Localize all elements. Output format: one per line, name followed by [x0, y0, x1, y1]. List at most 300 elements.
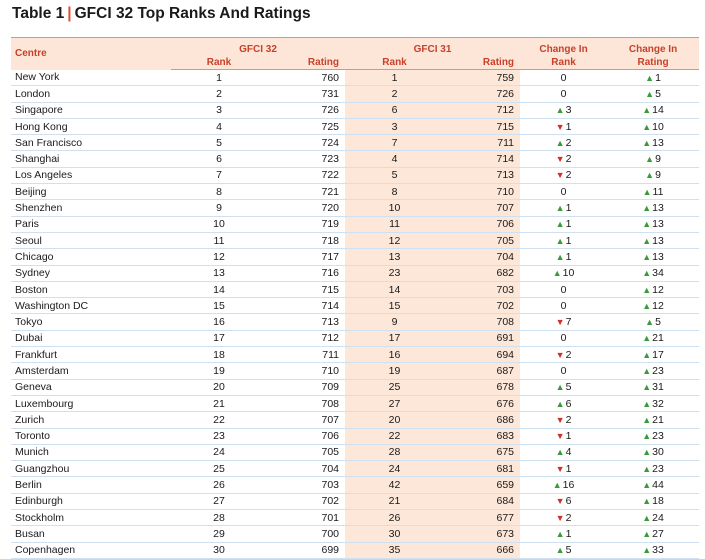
- cell-rank-31-value: 27: [388, 397, 401, 410]
- cell-rank-32: [171, 542, 267, 558]
- cell-rating-32: [267, 510, 345, 526]
- cell-change-rank: [520, 232, 607, 248]
- cell-change-rating: [607, 477, 699, 493]
- cell-rating-32-value: 708: [321, 397, 340, 410]
- cell-rank-32: [171, 216, 267, 232]
- cell-change-rank-value: 2: [565, 511, 572, 524]
- table-title-text: GFCI 32 Top Ranks And Ratings: [74, 5, 311, 22]
- table-row: [11, 314, 699, 330]
- cell-rank-31: [345, 493, 444, 509]
- cell-rating-32-value: 719: [321, 218, 340, 231]
- cell-change-rating-value: 13: [652, 218, 664, 231]
- cell-rating-32: [267, 232, 345, 248]
- cell-rank-32-value: 26: [213, 479, 225, 492]
- cell-rank-32-value: 7: [216, 169, 222, 182]
- table-row: [11, 151, 699, 167]
- cell-rank-31-value: 2: [391, 87, 398, 100]
- cell-centre-value: San Francisco: [15, 136, 83, 149]
- cell-rank-31-value: 11: [389, 218, 400, 231]
- table-row: [11, 118, 699, 134]
- cell-change-rank: [520, 200, 607, 216]
- cell-rating-32: [267, 265, 345, 281]
- cell-change-rating-value: 1: [655, 71, 661, 84]
- cell-change-rating: [607, 379, 699, 395]
- cell-change-rating: [607, 281, 699, 297]
- cell-change-rating: [607, 265, 699, 281]
- cell-change-rating: [607, 86, 699, 102]
- cell-centre: [11, 330, 171, 346]
- cell-change-rating-value: 18: [652, 495, 664, 508]
- cell-rank-31: [345, 542, 444, 558]
- cell-rating-32-value: 701: [321, 511, 340, 524]
- cell-change-rank-value: 0: [560, 299, 567, 312]
- triangle-down-icon: ▼: [555, 154, 565, 165]
- cell-centre-value: Toronto: [15, 430, 51, 443]
- cell-rating-32: [267, 86, 345, 102]
- cell-rating-31-value: 659: [496, 479, 515, 492]
- table-row: [11, 70, 699, 86]
- cell-rank-32-value: 13: [213, 267, 225, 280]
- cell-change-rank: [520, 347, 607, 363]
- cell-change-rating-value: 23: [652, 462, 664, 475]
- cell-change-rank: [520, 151, 607, 167]
- cell-rating-31: [444, 314, 520, 330]
- cell-rank-31: [345, 477, 444, 493]
- cell-rating-32: [267, 428, 345, 444]
- cell-change-rank-value: 1: [565, 430, 572, 443]
- cell-rating-31-value: 759: [496, 71, 515, 84]
- cell-rating-32-value: 760: [321, 71, 340, 84]
- cell-rating-31-value: 684: [496, 495, 515, 508]
- cell-change-rank-value: 0: [560, 283, 567, 296]
- cell-centre-value: Frankfurt: [15, 348, 58, 361]
- cell-rating-31-value: 675: [496, 446, 515, 459]
- cell-rating-31: [444, 379, 520, 395]
- cell-rank-31: [345, 347, 444, 363]
- cell-rank-32-value: 3: [216, 104, 222, 117]
- cell-change-rating: [607, 232, 699, 248]
- triangle-up-icon: ▲: [642, 333, 652, 344]
- cell-centre: [11, 542, 171, 558]
- cell-centre-value: New York: [15, 71, 60, 84]
- cell-change-rating-value: 9: [655, 169, 661, 182]
- cell-rank-31: [345, 86, 444, 102]
- cell-rating-31: [444, 281, 520, 297]
- cell-centre: [11, 298, 171, 314]
- table-row: [11, 461, 699, 477]
- cell-centre: [11, 151, 171, 167]
- cell-rating-32-value: 713: [321, 316, 340, 329]
- cell-rank-31-value: 9: [391, 316, 398, 329]
- cell-rating-32-value: 715: [321, 283, 340, 296]
- cell-rank-31-value: 17: [388, 332, 401, 345]
- cell-change-rank: [520, 298, 607, 314]
- cell-rating-32: [267, 493, 345, 509]
- cell-rank-32: [171, 232, 267, 248]
- cell-rank-32-value: 15: [213, 299, 225, 312]
- header-rank-32: Rank: [171, 55, 267, 70]
- cell-centre-value: Chicago: [15, 250, 54, 263]
- cell-centre-value: Singapore: [15, 104, 63, 117]
- cell-centre: [11, 510, 171, 526]
- triangle-down-icon: ▼: [555, 317, 565, 328]
- header-centre: Centre: [11, 38, 171, 70]
- table-row: [11, 444, 699, 460]
- cell-rank-32-value: 14: [213, 283, 225, 296]
- cell-change-rating-value: 24: [652, 511, 664, 524]
- triangle-up-icon: ▲: [555, 545, 565, 556]
- triangle-down-icon: ▼: [555, 414, 565, 425]
- cell-rating-31-value: 704: [496, 250, 515, 263]
- cell-rank-31-value: 16: [388, 348, 401, 361]
- triangle-up-icon: ▲: [642, 235, 652, 246]
- cell-rating-31: [444, 135, 520, 151]
- cell-rank-32-value: 21: [213, 397, 225, 410]
- cell-rating-32: [267, 526, 345, 542]
- cell-centre: [11, 526, 171, 542]
- cell-change-rating-value: 5: [655, 87, 661, 100]
- rankings-table: [11, 37, 699, 559]
- cell-change-rank: [520, 330, 607, 346]
- cell-rank-31-value: 21: [388, 495, 401, 508]
- cell-change-rank-value: 2: [565, 136, 572, 149]
- cell-centre-value: Geneva: [15, 381, 52, 394]
- cell-rank-32: [171, 265, 267, 281]
- cell-rating-32: [267, 477, 345, 493]
- cell-centre: [11, 412, 171, 428]
- cell-rank-32: [171, 347, 267, 363]
- cell-change-rank: [520, 444, 607, 460]
- cell-rating-32-value: 731: [321, 87, 340, 100]
- triangle-up-icon: ▲: [555, 235, 565, 246]
- cell-centre-value: Boston: [15, 283, 48, 296]
- cell-rating-31: [444, 118, 520, 134]
- cell-rank-31-value: 24: [388, 462, 401, 475]
- cell-change-rating-value: 13: [652, 234, 664, 247]
- cell-rank-32-value: 29: [213, 527, 225, 540]
- cell-rank-31-value: 19: [388, 364, 401, 377]
- cell-rank-31-value: 6: [391, 104, 398, 117]
- triangle-up-icon: ▲: [642, 105, 652, 116]
- cell-centre-value: Stockholm: [15, 511, 65, 524]
- cell-change-rank-value: 0: [560, 364, 567, 377]
- cell-change-rating: [607, 347, 699, 363]
- triangle-up-icon: ▲: [555, 382, 565, 393]
- cell-rating-31: [444, 102, 520, 118]
- cell-centre: [11, 86, 171, 102]
- cell-rank-31-value: 35: [388, 544, 401, 557]
- cell-rank-32-value: 5: [216, 136, 222, 149]
- cell-rating-31: [444, 363, 520, 379]
- cell-change-rank-value: 1: [565, 462, 572, 475]
- header-row-top: [11, 38, 699, 56]
- cell-change-rank-value: 1: [565, 527, 572, 540]
- cell-rating-31-value: 706: [496, 218, 515, 231]
- cell-centre: [11, 347, 171, 363]
- table-row: [11, 542, 699, 558]
- triangle-up-icon: ▲: [645, 317, 655, 328]
- cell-rating-32: [267, 379, 345, 395]
- cell-rating-32: [267, 281, 345, 297]
- header-rank-31: Rank: [345, 55, 444, 70]
- cell-rating-31: [444, 70, 520, 86]
- cell-rank-32: [171, 444, 267, 460]
- cell-rank-32-value: 27: [213, 495, 225, 508]
- cell-rank-31: [345, 167, 444, 183]
- cell-rating-31: [444, 526, 520, 542]
- cell-rank-32-value: 12: [213, 250, 225, 263]
- cell-rank-32-value: 17: [213, 332, 225, 345]
- cell-centre-value: Dubai: [15, 332, 43, 345]
- cell-rating-31-value: 683: [496, 430, 515, 443]
- cell-change-rating: [607, 151, 699, 167]
- triangle-up-icon: ▲: [555, 528, 565, 539]
- cell-rank-31: [345, 135, 444, 151]
- cell-rating-31-value: 694: [496, 348, 515, 361]
- cell-rank-32: [171, 379, 267, 395]
- cell-rating-32-value: 725: [321, 120, 340, 133]
- cell-rating-31-value: 711: [497, 136, 515, 149]
- cell-change-rank: [520, 493, 607, 509]
- cell-rank-31-value: 14: [388, 283, 401, 296]
- cell-rating-32-value: 720: [321, 202, 340, 215]
- cell-centre: [11, 167, 171, 183]
- cell-rating-32-value: 709: [321, 381, 340, 394]
- cell-rating-31-value: 710: [496, 185, 515, 198]
- cell-centre: [11, 135, 171, 151]
- cell-rank-32-value: 8: [216, 185, 222, 198]
- table-row: [11, 249, 699, 265]
- cell-rank-32-value: 28: [213, 511, 225, 524]
- triangle-up-icon: ▲: [642, 121, 652, 132]
- cell-rank-31: [345, 526, 444, 542]
- cell-rating-31: [444, 347, 520, 363]
- triangle-up-icon: ▲: [555, 137, 565, 148]
- cell-change-rank-value: 2: [565, 348, 572, 361]
- cell-rank-32-value: 19: [213, 364, 225, 377]
- cell-rank-32-value: 24: [213, 446, 225, 459]
- cell-change-rating-value: 5: [655, 316, 661, 329]
- cell-change-rank: [520, 461, 607, 477]
- cell-rank-32-value: 6: [216, 153, 222, 166]
- cell-change-rank-value: 2: [565, 413, 572, 426]
- cell-rating-31: [444, 167, 520, 183]
- cell-rating-31-value: 673: [496, 527, 515, 540]
- triangle-down-icon: ▼: [555, 170, 565, 181]
- cell-rank-31: [345, 249, 444, 265]
- header-change-rating: Rating: [607, 55, 699, 70]
- cell-change-rating-value: 10: [652, 120, 664, 133]
- table-row: [11, 510, 699, 526]
- cell-change-rank-value: 3: [565, 104, 572, 117]
- table-row: [11, 493, 699, 509]
- cell-rank-31-value: 4: [391, 153, 398, 166]
- cell-change-rating: [607, 200, 699, 216]
- cell-rank-32-value: 9: [216, 202, 222, 215]
- header-rating-32: Rating: [267, 55, 345, 70]
- cell-rating-32-value: 716: [321, 267, 340, 280]
- cell-rank-32-value: 25: [213, 462, 225, 475]
- cell-rank-31: [345, 428, 444, 444]
- cell-centre: [11, 379, 171, 395]
- cell-rating-32-value: 702: [321, 495, 340, 508]
- cell-rank-32-value: 4: [216, 120, 222, 133]
- cell-change-rank-value: 1: [565, 202, 572, 215]
- cell-rating-31: [444, 200, 520, 216]
- cell-rank-31-value: 15: [388, 299, 401, 312]
- cell-rank-32-value: 2: [216, 87, 222, 100]
- cell-centre: [11, 232, 171, 248]
- cell-rating-32-value: 723: [321, 153, 340, 166]
- cell-centre-value: Amsterdam: [15, 364, 69, 377]
- cell-change-rank-value: 6: [565, 397, 572, 410]
- cell-change-rank-value: 0: [560, 87, 567, 100]
- cell-rating-31-value: 705: [496, 234, 515, 247]
- cell-rank-32: [171, 281, 267, 297]
- cell-change-rank-value: 1: [565, 120, 572, 133]
- cell-rank-31-value: 1: [391, 71, 398, 84]
- cell-rank-32: [171, 135, 267, 151]
- triangle-up-icon: ▲: [555, 251, 565, 262]
- cell-change-rank-value: 5: [565, 544, 572, 557]
- cell-change-rating-value: 32: [652, 397, 664, 410]
- cell-centre-value: Shenzhen: [15, 202, 63, 215]
- table-row: [11, 86, 699, 102]
- cell-rating-31: [444, 330, 520, 346]
- triangle-down-icon: ▼: [555, 349, 565, 360]
- cell-rating-32-value: 705: [321, 446, 340, 459]
- cell-change-rank: [520, 135, 607, 151]
- cell-rank-31: [345, 330, 444, 346]
- cell-change-rating-value: 12: [652, 299, 664, 312]
- cell-rank-31-value: 28: [388, 446, 401, 459]
- cell-change-rating-value: 21: [652, 413, 664, 426]
- cell-change-rating: [607, 330, 699, 346]
- cell-centre-value: Guangzhou: [15, 462, 70, 475]
- cell-rank-31-value: 25: [388, 381, 401, 394]
- cell-change-rating: [607, 314, 699, 330]
- cell-centre: [11, 477, 171, 493]
- triangle-up-icon: ▲: [642, 512, 652, 523]
- cell-change-rank: [520, 281, 607, 297]
- cell-rank-32: [171, 70, 267, 86]
- triangle-up-icon: ▲: [642, 382, 652, 393]
- cell-rating-32: [267, 249, 345, 265]
- triangle-up-icon: ▲: [642, 300, 652, 311]
- cell-change-rating-value: 21: [652, 332, 664, 345]
- cell-change-rank-value: 1: [565, 250, 572, 263]
- cell-rank-31-value: 10: [388, 202, 401, 215]
- cell-rank-31: [345, 70, 444, 86]
- table-row: [11, 135, 699, 151]
- cell-rank-31-value: 13: [388, 250, 401, 263]
- triangle-up-icon: ▲: [552, 268, 562, 279]
- cell-change-rating: [607, 510, 699, 526]
- triangle-up-icon: ▲: [555, 447, 565, 458]
- cell-centre: [11, 395, 171, 411]
- cell-rank-32: [171, 510, 267, 526]
- cell-change-rank-value: 5: [565, 381, 572, 394]
- cell-rating-31-value: 677: [496, 511, 515, 524]
- triangle-up-icon: ▲: [642, 365, 652, 376]
- cell-rating-32: [267, 444, 345, 460]
- cell-change-rank: [520, 526, 607, 542]
- cell-change-rating: [607, 395, 699, 411]
- cell-rating-31-value: 682: [496, 267, 515, 280]
- cell-change-rank: [520, 395, 607, 411]
- cell-change-rank: [520, 70, 607, 86]
- cell-rank-32: [171, 314, 267, 330]
- cell-change-rating-value: 14: [652, 104, 664, 117]
- cell-rank-32: [171, 167, 267, 183]
- cell-centre: [11, 118, 171, 134]
- cell-change-rating: [607, 493, 699, 509]
- cell-rank-32: [171, 184, 267, 200]
- cell-rating-32-value: 699: [321, 544, 340, 557]
- cell-change-rank-value: 10: [562, 267, 575, 280]
- triangle-up-icon: ▲: [555, 203, 565, 214]
- cell-centre-value: Paris: [15, 218, 39, 231]
- cell-rank-32: [171, 412, 267, 428]
- cell-change-rank-value: 16: [562, 479, 575, 492]
- cell-rank-32-value: 20: [213, 381, 225, 394]
- cell-rating-31: [444, 412, 520, 428]
- cell-rank-31: [345, 444, 444, 460]
- cell-rating-31: [444, 477, 520, 493]
- cell-rating-31-value: 676: [496, 397, 515, 410]
- cell-rank-32: [171, 151, 267, 167]
- cell-rating-32-value: 718: [321, 234, 340, 247]
- cell-rating-31-value: 712: [496, 104, 515, 117]
- cell-rating-31: [444, 265, 520, 281]
- cell-rating-31-value: 703: [496, 283, 515, 296]
- cell-rank-31: [345, 314, 444, 330]
- cell-rank-31: [345, 298, 444, 314]
- cell-change-rank-value: 1: [565, 218, 572, 231]
- triangle-up-icon: ▲: [642, 219, 652, 230]
- cell-rank-31-value: 22: [388, 430, 401, 443]
- cell-rank-31-value: 8: [391, 185, 398, 198]
- cell-rating-32: [267, 347, 345, 363]
- table-row: [11, 184, 699, 200]
- table-row: [11, 102, 699, 118]
- cell-change-rank: [520, 249, 607, 265]
- cell-rank-32: [171, 330, 267, 346]
- cell-change-rating-value: 9: [655, 153, 661, 166]
- cell-rank-32: [171, 363, 267, 379]
- cell-centre-value: Busan: [15, 527, 45, 540]
- cell-change-rating: [607, 428, 699, 444]
- cell-rank-31: [345, 151, 444, 167]
- cell-centre-value: Luxembourg: [15, 397, 74, 410]
- triangle-up-icon: ▲: [642, 431, 652, 442]
- cell-rank-32: [171, 493, 267, 509]
- table-row: [11, 526, 699, 542]
- triangle-up-icon: ▲: [642, 398, 652, 409]
- cell-rank-31-value: 42: [388, 479, 401, 492]
- cell-rank-32: [171, 428, 267, 444]
- header-change-in-rank: Change In: [520, 38, 607, 56]
- cell-rating-32: [267, 542, 345, 558]
- cell-rank-31: [345, 118, 444, 134]
- cell-change-rating: [607, 216, 699, 232]
- cell-rank-32: [171, 86, 267, 102]
- cell-rating-31-value: 708: [496, 316, 515, 329]
- cell-rating-31: [444, 216, 520, 232]
- cell-change-rank-value: 7: [565, 316, 572, 329]
- cell-rank-31: [345, 510, 444, 526]
- cell-change-rating-value: 13: [652, 250, 664, 263]
